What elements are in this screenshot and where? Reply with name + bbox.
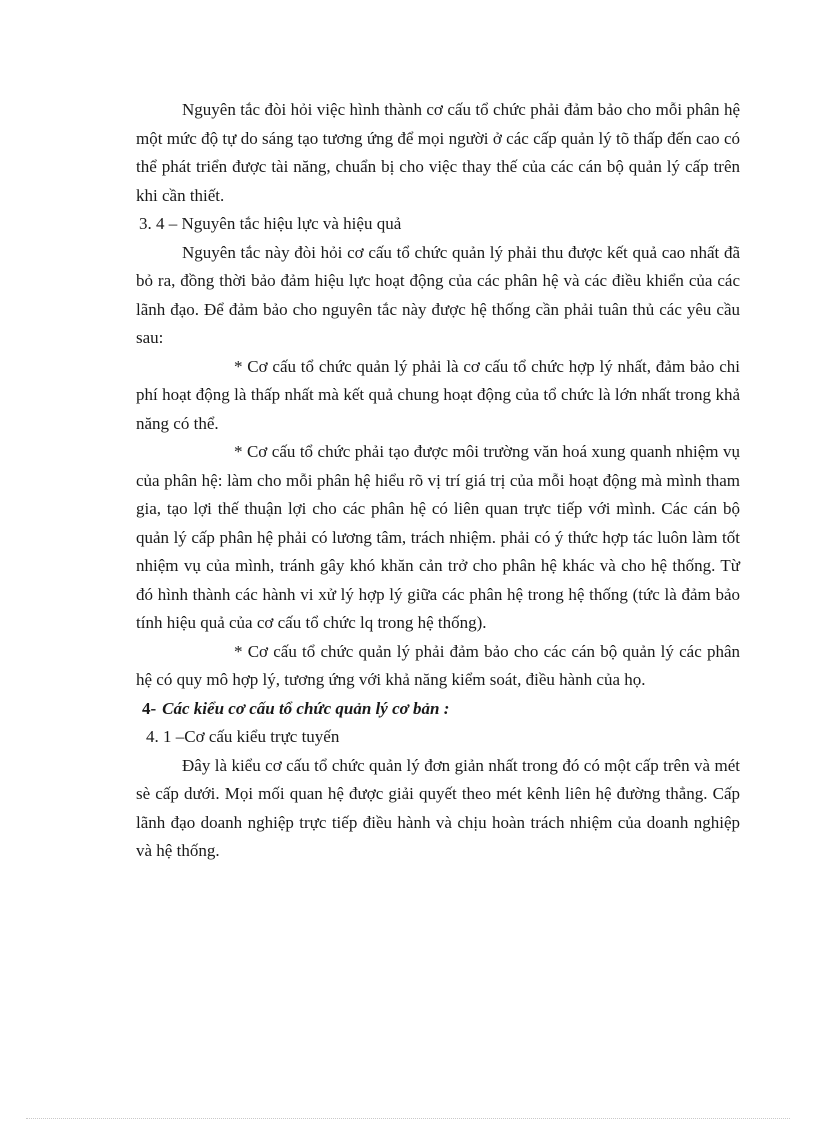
heading-4-number: 4-	[142, 698, 157, 718]
heading-3-4: 3. 4 – Nguyên tắc hiệu lực và hiệu quả	[139, 214, 402, 233]
heading-4-title: Các kiểu cơ cấu tổ chức quản lý cơ bản :	[162, 698, 450, 718]
bullet-requirement-1: * Cơ cấu tổ chức quản lý phải là cơ cấu tổ chức hợp lý nhất, đảm bảo chi phí hoạt động là thấp nhất mà kết quả chung hoạt động của tổ chức là lớn nhất trong khả năng có thể.	[136, 356, 740, 433]
page-bottom-divider	[26, 1118, 790, 1119]
bullet-requirement-3: * Cơ cấu tổ chức quản lý phải đảm bảo cho các cán bộ quản lý các phân hệ có quy mô hợp lý, tương ứng với khả năng kiểm soát, điều hành của họ.	[136, 641, 740, 689]
heading-4-1: 4. 1 –Cơ cấu kiểu trực tuyến	[146, 727, 340, 746]
heading-4	[142, 695, 740, 724]
document-body	[136, 96, 740, 866]
paragraph-principle-effectiveness: Nguyên tắc này đòi hỏi cơ cấu tổ chức quản lý phải thu được kết quả cao nhất đã bỏ ra, đồng thời bảo đảm hiệu lực hoạt động của các phân hệ và các điều khiển của các lãnh đạo. Để đảm bảo cho nguyên tắc này được hệ thống cần phải tuân thủ các yêu cầu sau:	[136, 242, 740, 347]
paragraph-line-structure: Đây là kiểu cơ cấu tổ chức quản lý đơn giản nhất trong đó có một cấp trên và mét sè cấp dưới. Mọi mối quan hệ được giải quyết theo mét kênh liên hệ đường thẳng. Cấp lãnh đạo doanh nghiệp trực tiếp điều hành và chịu hoàn trách nhiệm của doanh nghiệp và hệ thống.	[136, 755, 740, 860]
paragraph-principle-creativity: Nguyên tắc đòi hỏi việc hình thành cơ cấu tổ chức phải đảm bảo cho mỗi phân hệ một mức độ tự do sáng tạo tương ứng để mọi người ở các cấp quản lý tõ thấp đến cao có thể phát triển được tài năng, chuẩn bị cho việc thay thế của các cán bộ quản lý cấp trên khi cần thiết.	[136, 100, 740, 205]
bullet-requirement-2: * Cơ cấu tổ chức phải tạo được môi trường văn hoá xung quanh nhiệm vụ của phân hệ: làm cho mỗi phân hệ hiểu rõ vị trí giá trị của mỗi hoạt động mà mình tham gia, tạo lợi thế thuận lợi cho các phân hệ có liên quan trực tiếp với mình. Các cán bộ quản lý cấp phân hệ phải có lương tâm, trách nhiệm. phải có ý thức hợp tác luôn làm tốt nhiệm vụ của mình, tránh gây khó khăn cản trở cho phân hệ khác và cho hệ thống. Từ đó hình thành các hành vi xử lý hợp lý giữa các phân hệ trong hệ thống (tức là đảm bảo tính hiệu quả của cơ cấu tổ chức lq trong hệ thống).	[136, 442, 740, 632]
